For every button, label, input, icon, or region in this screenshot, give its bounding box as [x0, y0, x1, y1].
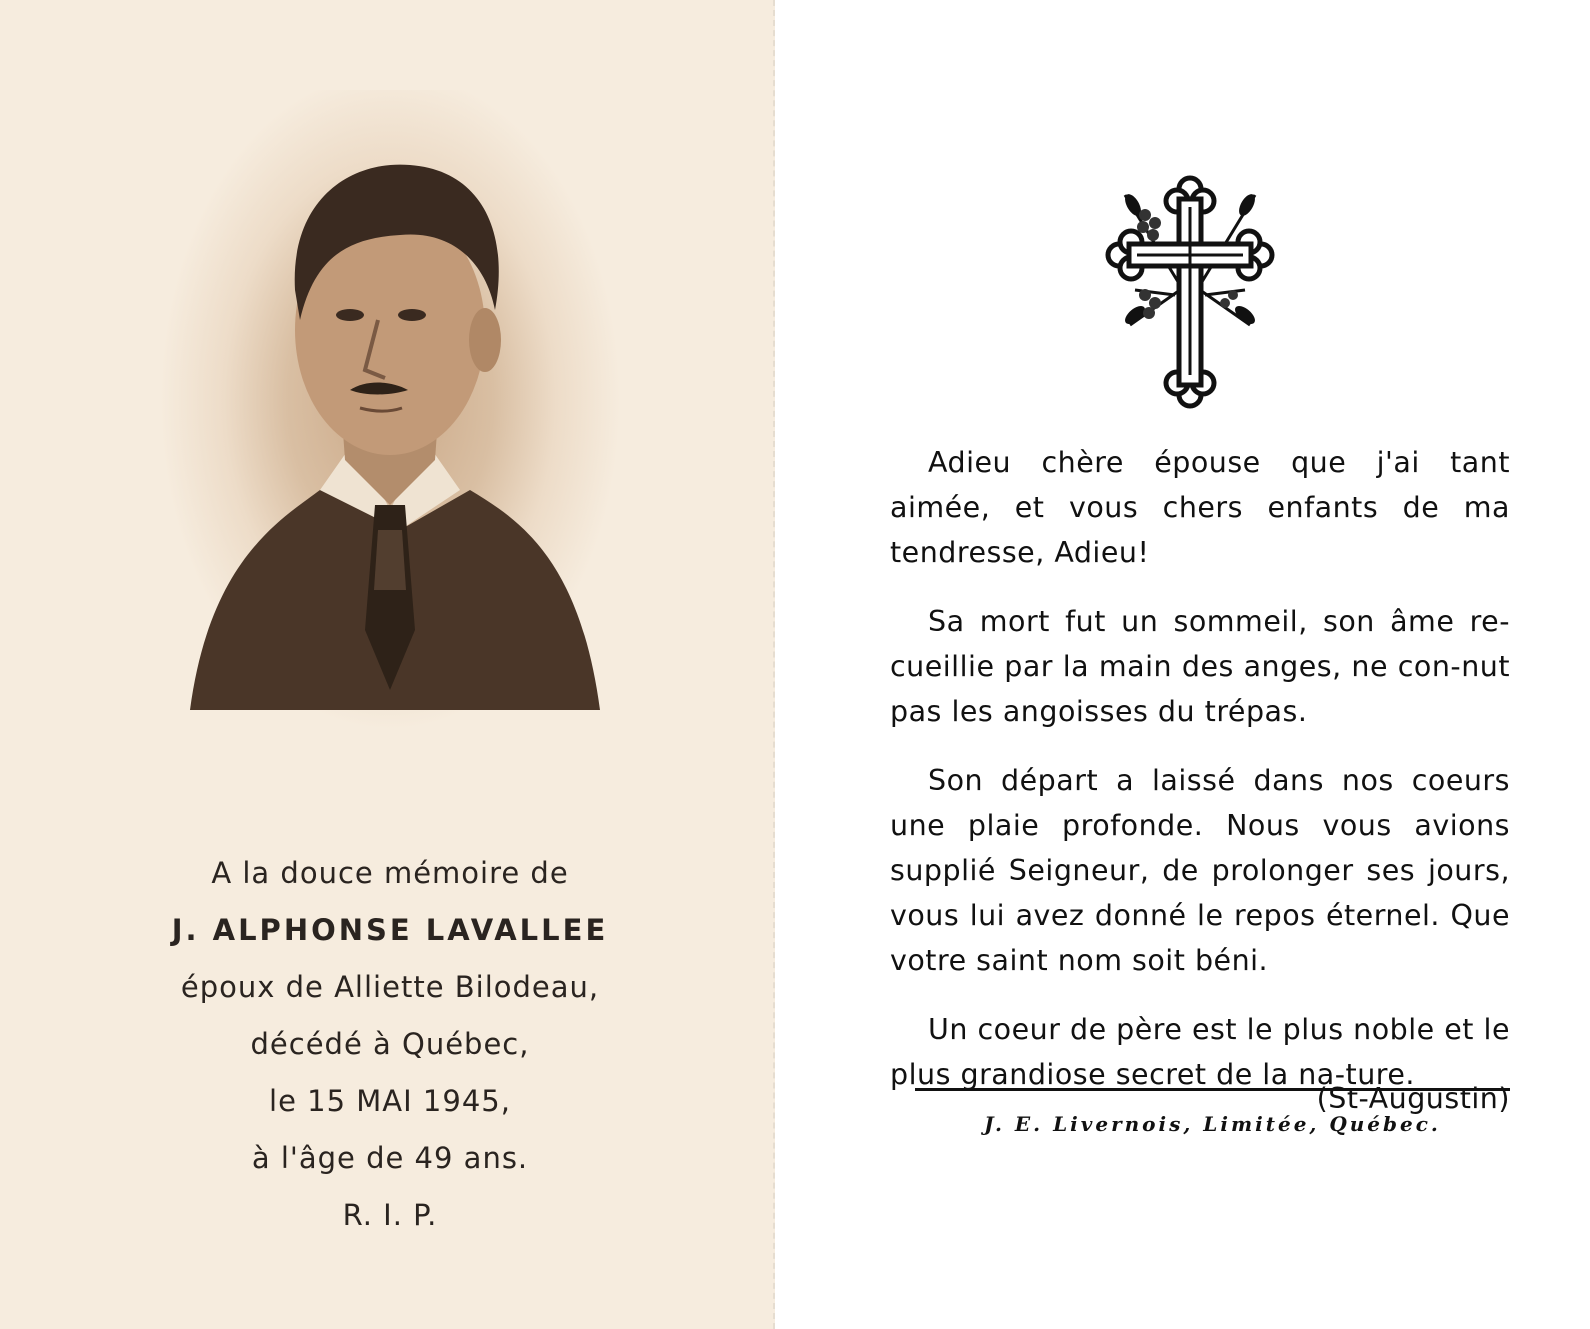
death-date: le 15 MAI 1945, [269, 1084, 511, 1118]
memorial-card-back [790, 0, 1590, 1329]
printer-imprint: J. E. Livernois, Limitée, Québec. [984, 1112, 1441, 1136]
portrait-illustration [150, 90, 630, 750]
quote-attribution: (St-Augustin) [1316, 1082, 1510, 1115]
spouse-line: époux de Alliette Bilodeau, [180, 970, 600, 1004]
divider-rule [915, 1088, 1510, 1091]
death-place: décédé à Québec, [250, 1027, 530, 1061]
portrait-photo [150, 90, 630, 750]
age-line: à l'âge de 49 ans. [251, 1141, 529, 1175]
memorial-text [60, 845, 720, 1244]
rip-line: R. I. P. [342, 1198, 438, 1232]
memorial-card-front [0, 0, 775, 1329]
prayer-paragraph-4: Un coeur de père est le plus noble et le plus grandiose secret de la na-ture. [890, 1013, 1510, 1091]
prayer-text [890, 440, 1510, 1145]
deceased-name: J. ALPHONSE LAVALLEE [171, 913, 609, 947]
prayer-paragraph-2: Sa mort fut un sommeil, son âme re-cueillie par la main des anges, ne con-nut pas les angoisses du trépas. [890, 605, 1510, 728]
cross-icon [1105, 175, 1275, 410]
prayer-paragraph-3: Son départ a laissé dans nos coeurs une plaie profonde. Nous vous avions supplié Seigneur, de prolonger ses jours, vous lui avez donné le repos éternel. Que votre saint nom soit béni. [890, 764, 1510, 977]
memorial-intro: A la douce mémoire de [211, 856, 569, 890]
prayer-paragraph-1: Adieu chère épouse que j'ai tant aimée, et vous chers enfants de ma tendresse, Adieu! [890, 446, 1510, 569]
